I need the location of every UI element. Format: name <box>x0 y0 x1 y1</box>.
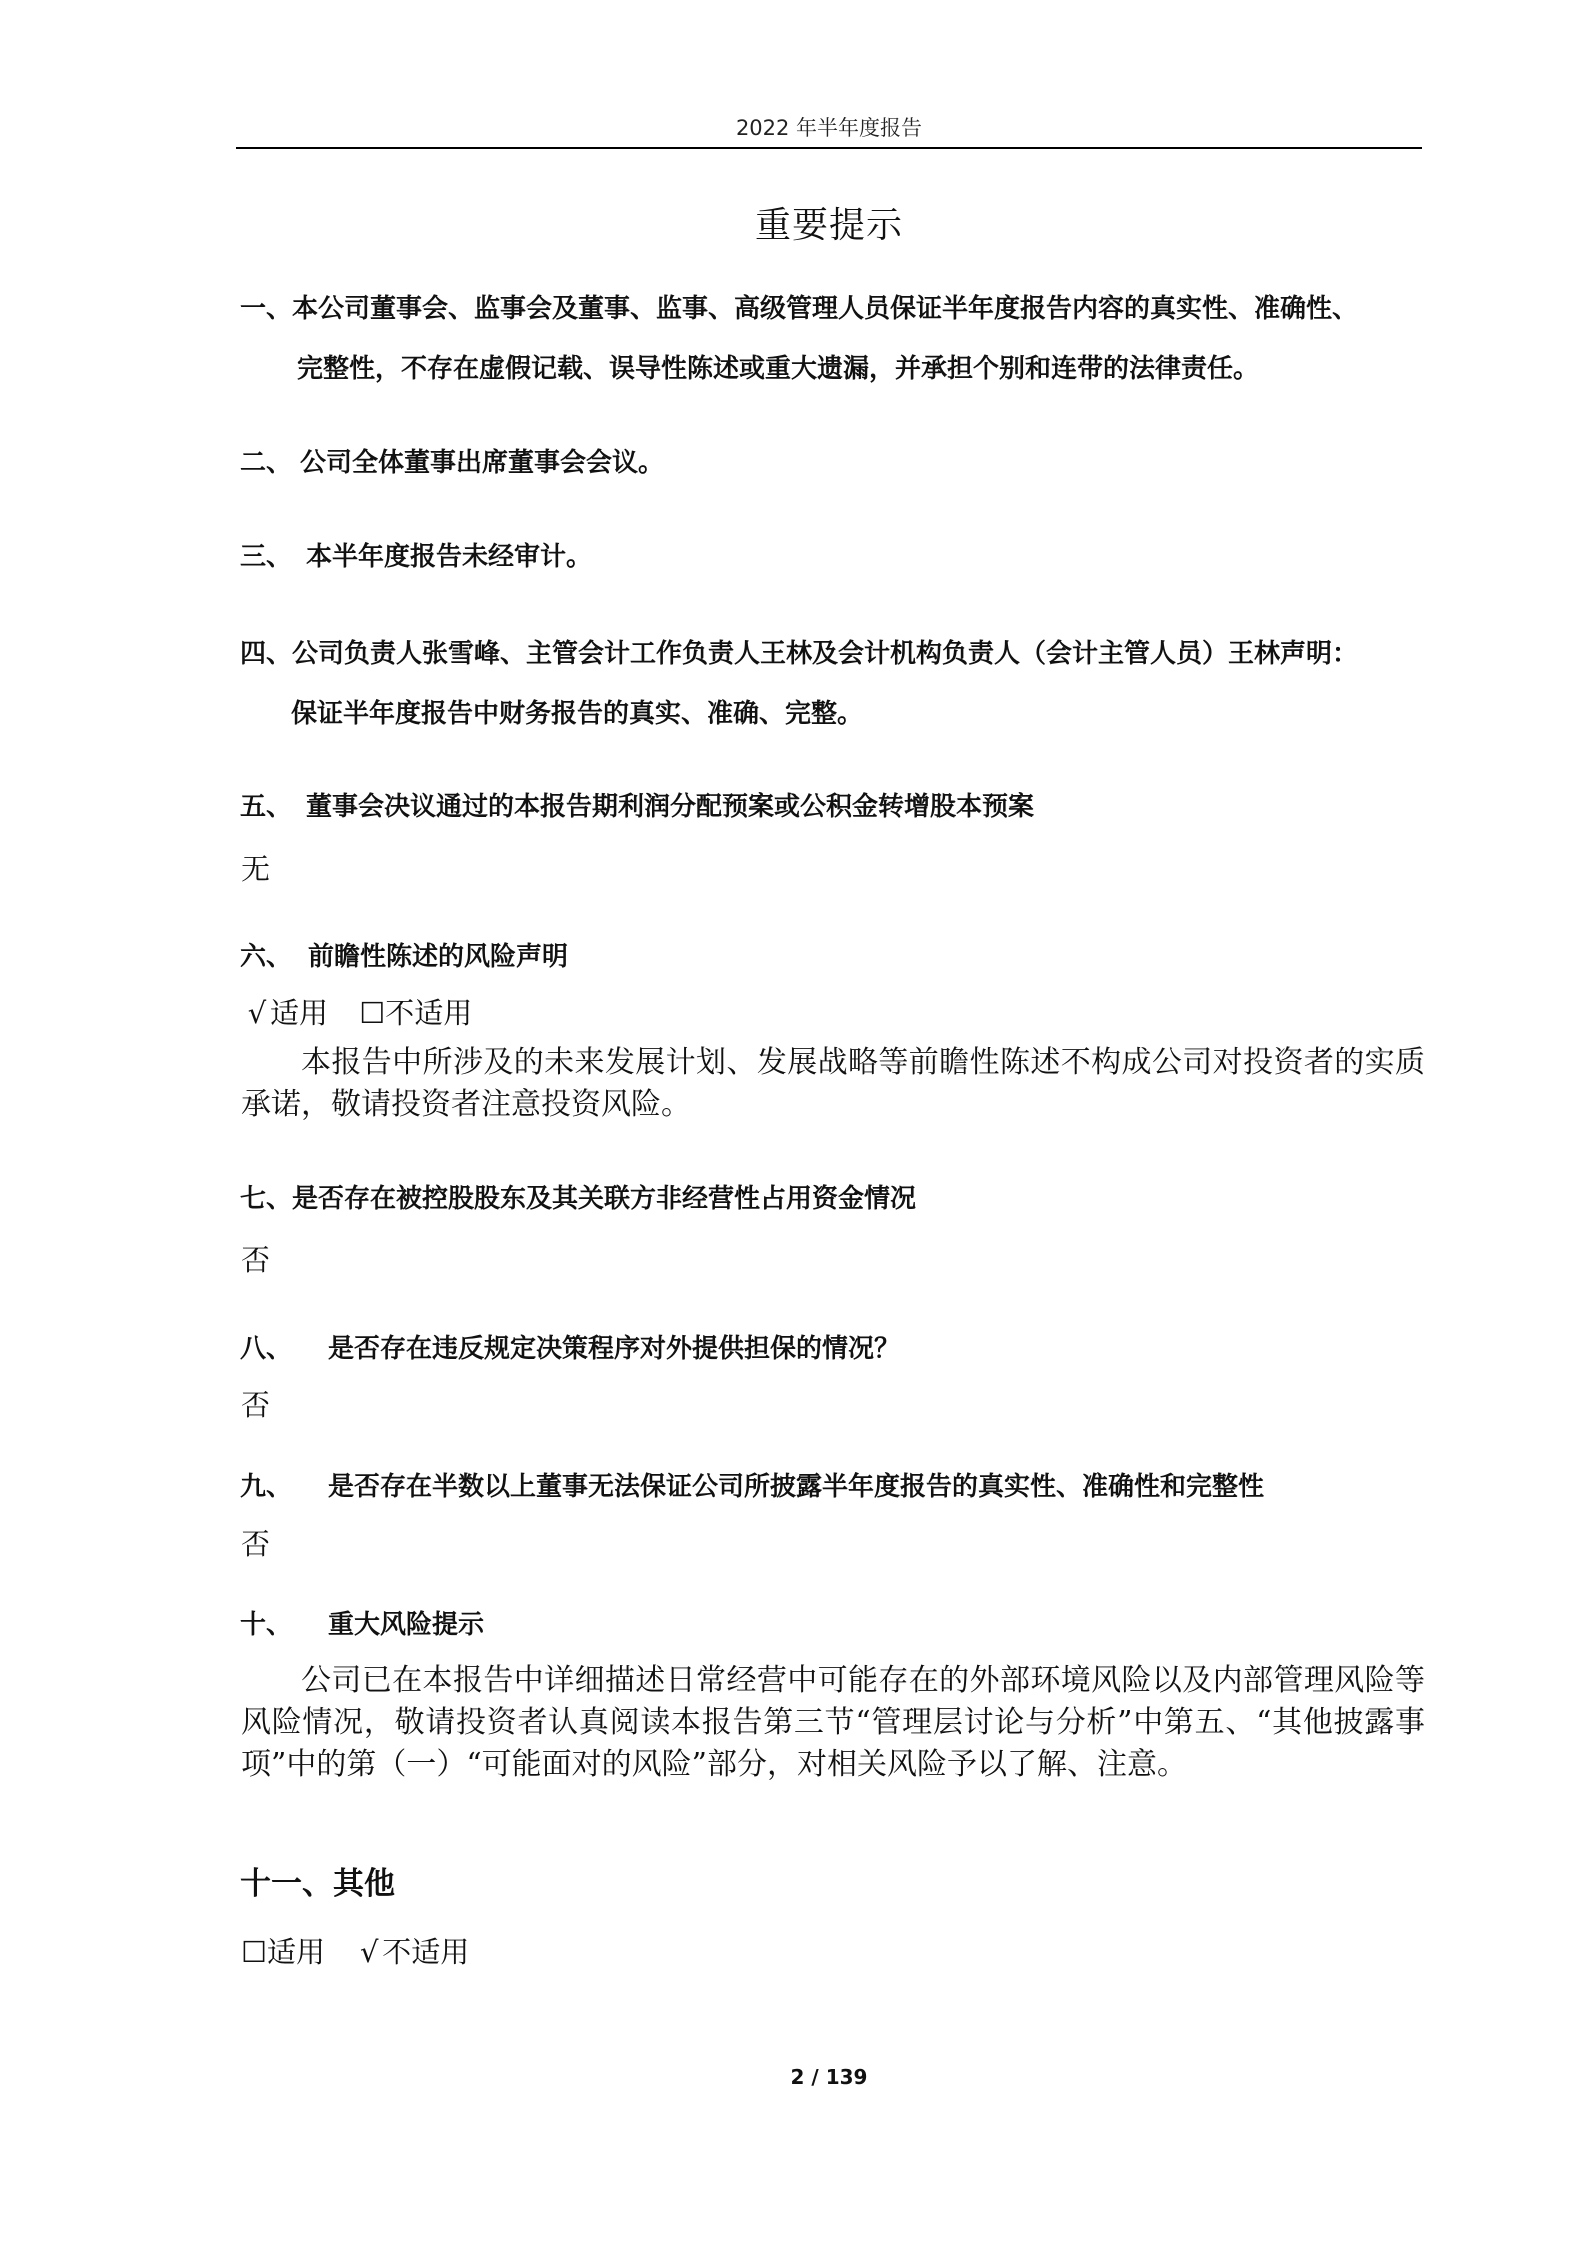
section-heading-continued: 完整性，不存在虚假记载、误导性陈述或重大遗漏，并承担个别和连带的法律责任。 <box>297 354 1260 384</box>
section-heading: 重大风险提示 <box>328 1610 485 1640</box>
option-applicable <box>244 993 328 1033</box>
section-heading: 公司全体董事出席董事会会议。 <box>300 448 665 478</box>
section-6 <box>240 938 1425 976</box>
section-heading: 董事会决议通过的本报告期利润分配预案或公积金转增股本预案 <box>306 792 1035 822</box>
section-number: 十、 <box>240 1610 293 1640</box>
section-number: 七、 <box>240 1184 293 1214</box>
check-mark-icon: √ <box>359 1935 379 1969</box>
section-number: 九、 <box>240 1472 293 1502</box>
section-9 <box>240 1468 1425 1506</box>
section-8-answer: 否 <box>241 1388 271 1422</box>
section-number: 四、 <box>240 639 293 669</box>
option-label: 适用 <box>267 1935 326 1969</box>
section-7-answer: 否 <box>241 1243 271 1277</box>
section-heading: 前瞻性陈述的风险声明 <box>308 942 569 972</box>
check-mark-icon: √ <box>247 996 267 1030</box>
page-number: 2 / 139 <box>790 2065 868 2089</box>
option-label: 不适用 <box>382 1935 470 1969</box>
section-heading: 是否存在违反规定决策程序对外提供担保的情况？ <box>328 1334 901 1364</box>
option-label: 不适用 <box>385 996 473 1030</box>
section-6-paragraph: 本报告中所涉及的未来发展计划、发展战略等前瞻性陈述不构成公司对投资者的实质承诺，敬请投资者注意投资风险。 <box>241 1045 1425 1122</box>
section-10-paragraph: 公司已在本报告中详细描述日常经营中可能存在的外部环境风险以及内部管理风险等风险情况，敬请投资者认真阅读本报告第三节“管理层讨论与分析”中第五、“其他披露事项”中的第（一）“可能面对的风险”部分，对相关风险予以了解、注意。 <box>241 1663 1425 1782</box>
checkbox-empty-icon: ☐ <box>359 996 386 1030</box>
header-divider <box>236 147 1422 149</box>
section-number: 五、 <box>240 792 293 822</box>
section-heading: 本公司董事会、监事会及董事、监事、高级管理人员保证半年度报告内容的真实性、准确性、 <box>292 294 1359 324</box>
section-heading: 其他 <box>333 1866 395 1902</box>
section-6-options <box>244 993 472 1033</box>
section-9-answer: 否 <box>241 1527 271 1561</box>
section-2 <box>240 444 1425 482</box>
section-heading-continued: 保证半年度报告中财务报告的真实、准确、完整。 <box>291 699 864 729</box>
section-number: 二、 <box>240 448 293 478</box>
section-11-options <box>241 1932 469 1972</box>
section-10 <box>240 1606 1425 1644</box>
section-4 <box>240 635 1425 733</box>
section-7 <box>240 1180 1425 1218</box>
page-title: 重要提示 <box>754 205 903 246</box>
section-heading: 是否存在半数以上董事无法保证公司所披露半年度报告的真实性、准确性和完整性 <box>328 1472 1265 1502</box>
section-number: 八、 <box>240 1334 293 1364</box>
section-3 <box>240 538 1425 576</box>
section-5 <box>240 788 1425 826</box>
section-number: 十一、 <box>240 1866 333 1902</box>
section-number: 一、 <box>240 294 293 324</box>
section-8 <box>240 1330 1425 1368</box>
section-number: 六、 <box>240 942 293 972</box>
checkbox-empty-icon: ☐ <box>241 1935 267 1969</box>
section-11-heading <box>240 1862 395 1906</box>
section-number: 三、 <box>240 542 293 572</box>
section-1 <box>240 290 1425 388</box>
section-heading: 是否存在被控股股东及其关联方非经营性占用资金情况 <box>292 1184 917 1214</box>
page-header: 2022 年半年度报告 <box>735 116 923 140</box>
section-heading: 公司负责人张雪峰、主管会计工作负责人王林及会计机构负责人（会计主管人员）王林声明： <box>292 639 1359 669</box>
option-label: 适用 <box>270 996 329 1030</box>
section-heading: 本半年度报告未经审计。 <box>306 542 593 572</box>
option-not-applicable <box>356 1932 469 1972</box>
option-applicable <box>241 1932 325 1972</box>
option-not-applicable <box>359 993 472 1033</box>
section-5-answer: 无 <box>241 852 271 886</box>
